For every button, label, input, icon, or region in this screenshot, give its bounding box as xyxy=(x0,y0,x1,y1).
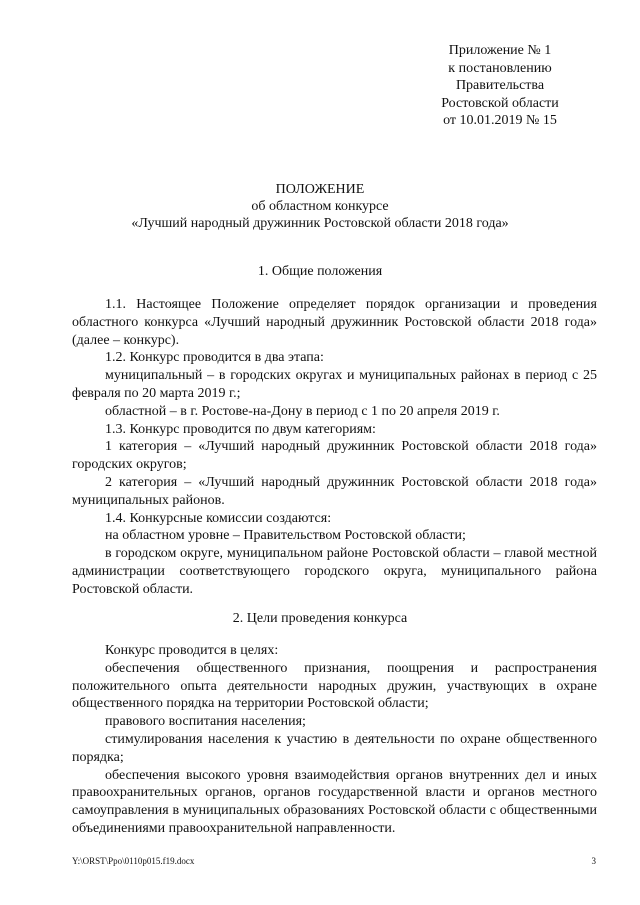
section-2-heading: 2. Цели проведения конкурса xyxy=(232,611,408,626)
paragraph: правового воспитания населения; xyxy=(105,714,306,730)
appendix-block xyxy=(400,42,600,130)
appendix-line: от 10.01.2019 № 15 xyxy=(443,113,557,128)
paragraph: на областном уровне – Правительством Ростовской области; xyxy=(105,528,466,544)
section-2-body xyxy=(72,642,597,838)
paragraph: 1.1. Настоящее Положение определяет порядок организации и проведения областного конкурса «Лучший народный дружинник Ростовской области 2018 года» (далее – конкурс). xyxy=(72,297,597,348)
appendix-line: к постановлению xyxy=(448,60,552,76)
page-number: 3 xyxy=(591,856,596,866)
title-line: об областном конкурсе xyxy=(251,199,389,214)
section-1-body xyxy=(72,296,597,599)
paragraph: 1 категория – «Лучший народный дружинник Ростовской области 2018 года» городских округов; xyxy=(72,439,597,473)
paragraph: Конкурс проводится в целях: xyxy=(105,643,279,658)
title-heading: ПОЛОЖЕНИЕ xyxy=(275,182,365,197)
paragraph: в городском округе, муниципальном районе Ростовской области – главой местной администрации соответствующего городского округа, муниципального района Ростовской области. xyxy=(72,546,597,597)
paragraph: 2 категория – «Лучший народный дружинник Ростовской области 2018 года» муниципальных районов. xyxy=(72,474,597,508)
paragraph: стимулирования населения к участию в деятельности по охране общественного порядка; xyxy=(72,731,597,765)
paragraph: областной – в г. Ростове-на-Дону в период с 1 по 20 апреля 2019 г. xyxy=(105,403,500,419)
section-1-heading: 1. Общие положения xyxy=(257,264,383,279)
appendix-line: Приложение № 1 xyxy=(448,43,552,58)
paragraph: 1.2. Конкурс проводится в два этапа: xyxy=(105,350,324,366)
appendix-line: Ростовской области xyxy=(441,95,559,111)
paragraph: обеспечения общественного признания, поощрения и распространения положительного опыта деятельности народных дружин, участвующих в охране общественного порядка на территории Ростовской области; xyxy=(72,660,597,712)
paragraph: муниципальный – в городских округах и муниципальных районах в период с 25 февраля по 20 марта 2019 г.; xyxy=(72,368,597,401)
document-title xyxy=(60,181,580,232)
paragraph: 1.3. Конкурс проводится по двум категориям: xyxy=(105,421,376,437)
paragraph: обеспечения высокого уровня взаимодействия органов внутренних дел и иных правоохранительных органов, органов государственной власти и органов местного самоуправления в муниципальных образованиях Ростовской области с общественными объединениями правоохранительной направленности. xyxy=(72,767,597,836)
appendix-line: Правительства xyxy=(455,78,545,93)
file-path: Y:\ORST\Ppo\0110p015.f19.docx xyxy=(72,856,195,866)
paragraph: 1.4. Конкурсные комиссии создаются: xyxy=(105,510,332,526)
title-line: «Лучший народный дружинник Ростовской области 2018 года» xyxy=(131,216,509,231)
